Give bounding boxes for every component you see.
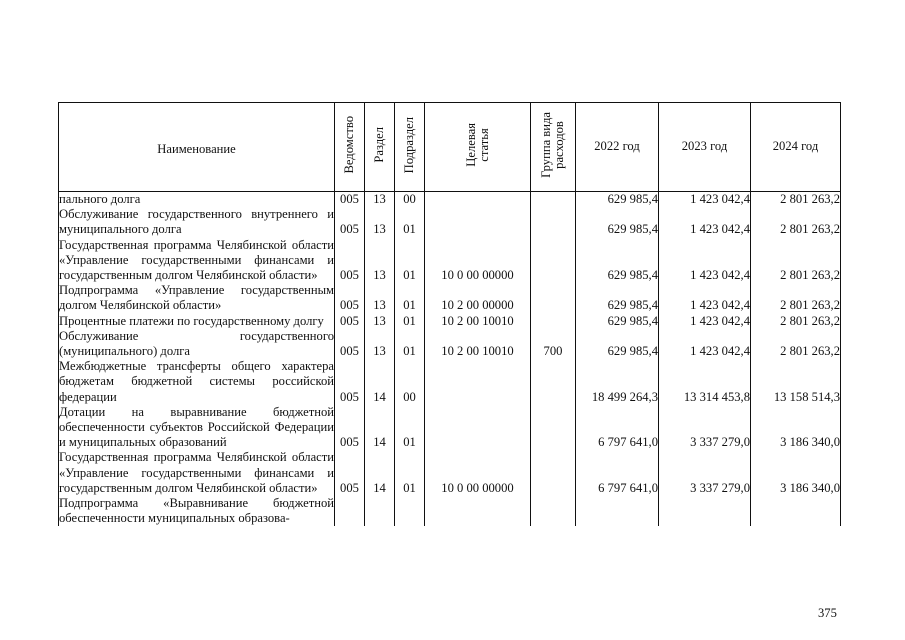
row-vedomstvo: 005 <box>335 359 365 405</box>
table-row <box>59 450 841 496</box>
row-target: 10 2 00 10010 <box>425 329 531 359</box>
row-value-2024: 2 801 263,2 <box>751 238 841 284</box>
row-podrazdel: 01 <box>395 314 425 329</box>
row-value-2022: 629 985,4 <box>576 238 659 284</box>
header-razdel-label: Раздел <box>372 127 386 163</box>
row-value-2022: 629 985,4 <box>576 314 659 329</box>
row-target <box>425 192 531 208</box>
header-target-line2: статья <box>476 128 491 162</box>
row-value-2023: 1 423 042,4 <box>659 314 751 329</box>
row-razdel: 14 <box>365 450 395 496</box>
header-2024 <box>751 103 841 192</box>
row-razdel: 14 <box>365 359 395 405</box>
row-value-2022: 18 499 264,3 <box>576 359 659 405</box>
row-value-2022: 629 985,4 <box>576 192 659 208</box>
header-podrazdel <box>395 103 425 192</box>
row-podrazdel: 01 <box>395 283 425 313</box>
page-number: 375 <box>818 606 837 620</box>
row-value-2024: 13 158 514,3 <box>751 359 841 405</box>
header-target-line1: Целевая <box>463 123 478 167</box>
row-podrazdel <box>395 496 425 526</box>
row-name: Подпрограмма «Управление государственным долгом Челябинской области» <box>59 283 334 313</box>
header-group <box>531 103 576 192</box>
table-row <box>59 192 841 208</box>
row-vedomstvo: 005 <box>335 329 365 359</box>
row-value-2022: 629 985,4 <box>576 207 659 237</box>
row-name: Подпрограмма «Выравнивание бюджетной обеспеченности муниципальных образова- <box>59 496 334 526</box>
row-value-2023: 1 423 042,4 <box>659 329 751 359</box>
row-podrazdel: 01 <box>395 238 425 284</box>
row-vedomstvo: 005 <box>335 238 365 284</box>
row-group <box>531 496 576 526</box>
table-row <box>59 283 841 313</box>
row-group <box>531 359 576 405</box>
row-razdel: 13 <box>365 283 395 313</box>
row-vedomstvo: 005 <box>335 283 365 313</box>
row-group <box>531 238 576 284</box>
header-group-line2: расходов <box>552 121 566 169</box>
row-vedomstvo: 005 <box>335 405 365 451</box>
row-razdel: 13 <box>365 329 395 359</box>
row-group <box>531 192 576 208</box>
row-vedomstvo: 005 <box>335 314 365 329</box>
row-value-2023: 13 314 453,8 <box>659 359 751 405</box>
header-2022-label: 2022 год <box>594 139 640 154</box>
header-vedomstvo <box>335 103 365 192</box>
row-name: Обслуживание государственного (муниципального) долга <box>59 328 334 359</box>
header-name <box>59 103 335 192</box>
row-value-2024: 2 801 263,2 <box>751 192 841 208</box>
header-2023-label: 2023 год <box>681 139 728 154</box>
row-value-2024: 3 186 340,0 <box>751 450 841 496</box>
row-group <box>531 314 576 329</box>
row-value-2024: 2 801 263,2 <box>751 314 841 329</box>
row-vedomstvo <box>335 496 365 526</box>
row-target <box>425 405 531 451</box>
row-value-2022: 6 797 641,0 <box>576 450 659 496</box>
row-target: 10 0 00 00000 <box>425 238 531 284</box>
table-body <box>59 192 841 527</box>
row-razdel <box>365 496 395 526</box>
row-razdel: 13 <box>365 207 395 237</box>
row-value-2022: 629 985,4 <box>576 283 659 313</box>
row-name: Государственная программа Челябинской области «Управление государственными финансами и государственным долгом Челябинской области» <box>59 237 334 283</box>
row-value-2023: 3 337 279,0 <box>659 405 751 451</box>
row-value-2023 <box>659 496 751 526</box>
row-vedomstvo: 005 <box>335 207 365 237</box>
row-target <box>425 359 531 405</box>
row-podrazdel: 00 <box>395 359 425 405</box>
header-2024-label: 2024 год <box>772 139 819 154</box>
row-name: Обслуживание государственного внутреннего и муниципального долга <box>59 207 334 237</box>
row-value-2024: 2 801 263,2 <box>751 329 841 359</box>
header-razdel <box>365 103 395 192</box>
row-value-2022 <box>576 496 659 526</box>
row-group <box>531 405 576 451</box>
row-value-2022: 6 797 641,0 <box>576 405 659 451</box>
header-target-label <box>465 123 491 167</box>
row-group <box>531 450 576 496</box>
row-razdel: 13 <box>365 314 395 329</box>
row-value-2023: 1 423 042,4 <box>659 283 751 313</box>
row-name: Межбюджетные трансферты общего характера бюджетам бюджетной системы российской федерации <box>59 359 334 404</box>
header-target <box>425 103 531 192</box>
header-podrazdel-label: Подраздел <box>402 116 416 174</box>
row-name: Государственная программа Челябинской области «Управление государственными финансами и государственным долгом Челябинской области» <box>59 450 334 495</box>
row-target: 10 2 00 00000 <box>425 283 531 313</box>
row-name: пального долга <box>59 192 335 208</box>
header-name-label: Наименование <box>157 142 236 157</box>
row-group: 700 <box>531 329 576 359</box>
row-name: Дотации на выравнивание бюджетной обеспеченности субъектов Российской Федерации и муниципальных образований <box>59 404 334 450</box>
row-razdel: 13 <box>365 192 395 208</box>
row-value-2022: 629 985,4 <box>576 329 659 359</box>
row-podrazdel: 01 <box>395 450 425 496</box>
row-razdel: 14 <box>365 405 395 451</box>
row-podrazdel: 01 <box>395 329 425 359</box>
row-group <box>531 207 576 237</box>
row-name: Процентные платежи по государственному долгу <box>59 314 335 329</box>
budget-table <box>58 102 841 526</box>
row-value-2024: 3 186 340,0 <box>751 405 841 451</box>
table-row <box>59 359 841 405</box>
table-row <box>59 405 841 451</box>
row-vedomstvo: 005 <box>335 450 365 496</box>
row-value-2023: 3 337 279,0 <box>659 450 751 496</box>
row-podrazdel: 01 <box>395 405 425 451</box>
table-row <box>59 207 841 237</box>
row-value-2023: 1 423 042,4 <box>659 192 751 208</box>
row-razdel: 13 <box>365 238 395 284</box>
table-row <box>59 329 841 359</box>
row-value-2024 <box>751 496 841 526</box>
row-value-2024: 2 801 263,2 <box>751 207 841 237</box>
table-row <box>59 314 841 329</box>
header-vedomstvo-label: Ведомство <box>342 116 356 174</box>
row-vedomstvo: 005 <box>335 192 365 208</box>
row-target <box>425 207 531 237</box>
header-row <box>59 103 841 192</box>
row-value-2024: 2 801 263,2 <box>751 283 841 313</box>
row-target <box>425 496 531 526</box>
row-target: 10 0 00 00000 <box>425 450 531 496</box>
table-row <box>59 238 841 284</box>
table-row <box>59 496 841 526</box>
header-2023 <box>659 103 751 192</box>
row-podrazdel: 01 <box>395 207 425 237</box>
row-value-2023: 1 423 042,4 <box>659 207 751 237</box>
header-2022 <box>576 103 659 192</box>
row-value-2023: 1 423 042,4 <box>659 238 751 284</box>
row-group <box>531 283 576 313</box>
row-target: 10 2 00 10010 <box>425 314 531 329</box>
header-group-label <box>540 112 566 178</box>
row-podrazdel: 00 <box>395 192 425 208</box>
header-group-line1: Группа вида <box>539 111 553 178</box>
